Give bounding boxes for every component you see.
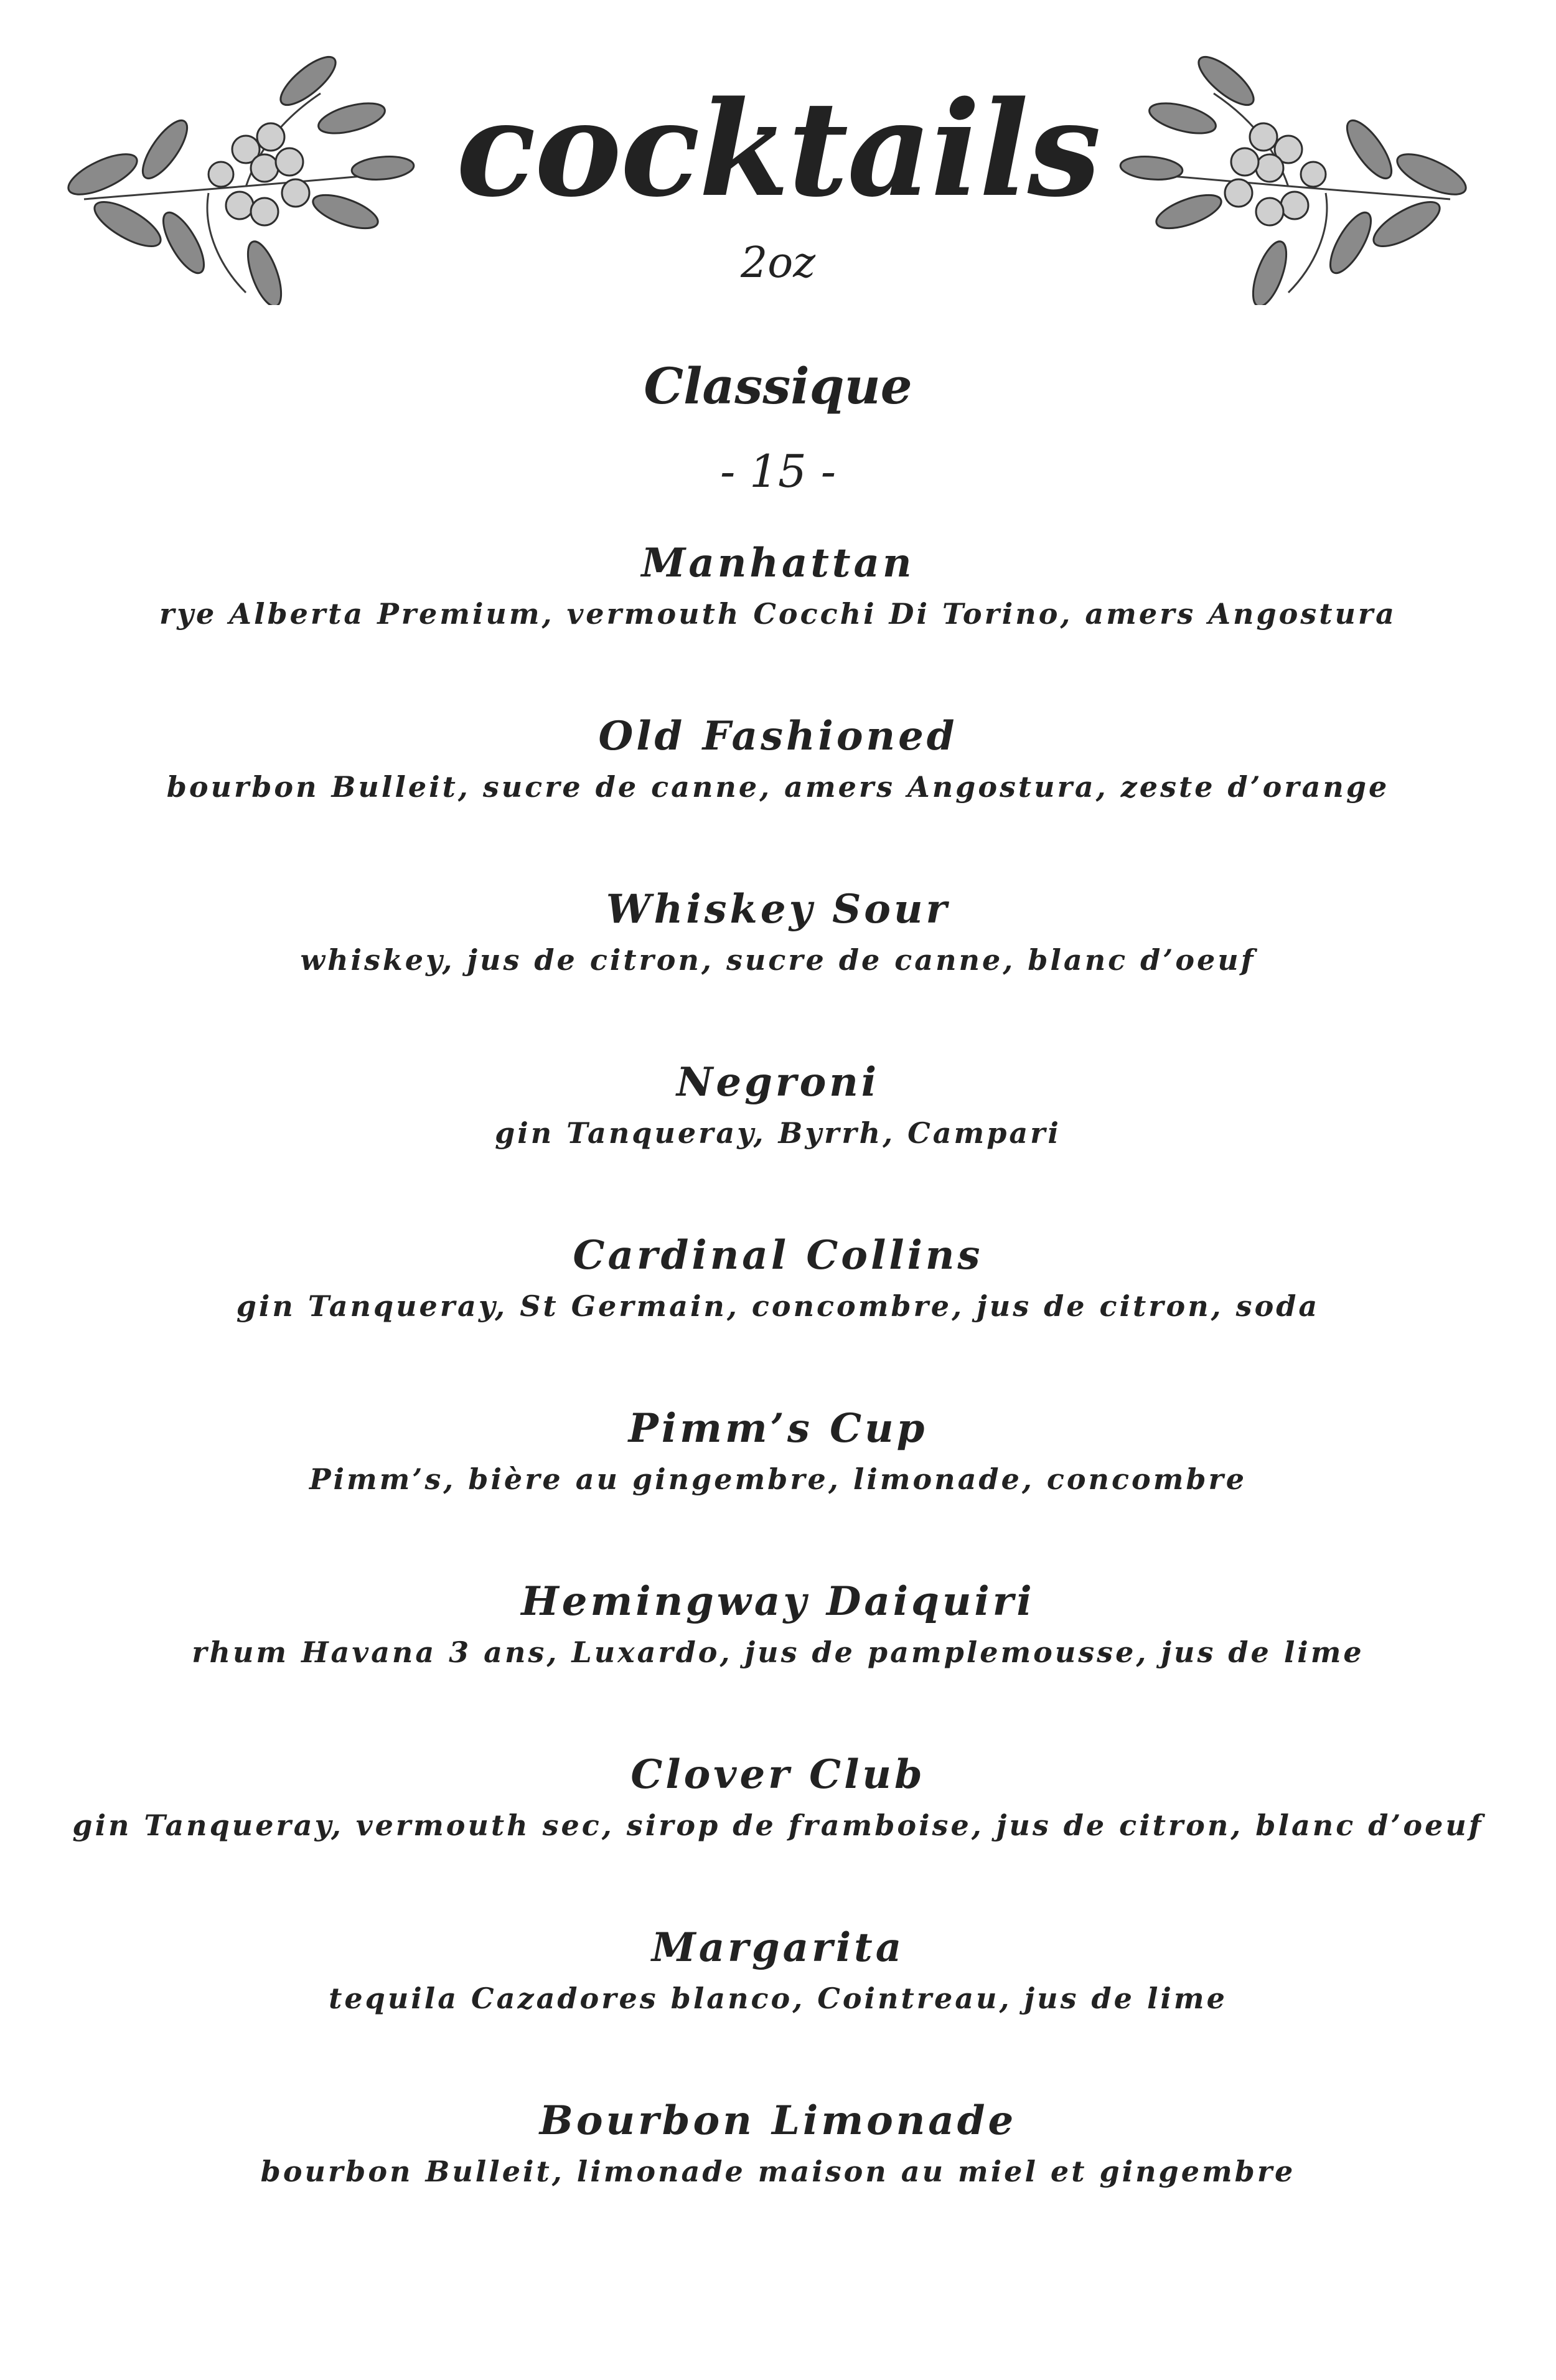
section-title: Classique (644, 357, 912, 415)
list-item (0, 1574, 1556, 1747)
cocktail-list (0, 535, 1556, 2266)
serving-size: 2oz (740, 238, 816, 288)
list-item (0, 1920, 1556, 2093)
list-item (0, 1401, 1556, 1574)
cocktail-description: gin Tanqueray, vermouth sec, sirop de framboise, jus de citron, blanc d’oeuf (72, 1809, 1484, 1842)
list-item (0, 2093, 1556, 2266)
section-price: - 15 - (719, 445, 837, 497)
list-item (0, 1055, 1556, 1228)
list-item (0, 535, 1556, 708)
list-item (0, 1747, 1556, 1920)
cocktail-name: Margarita (651, 1924, 905, 1971)
cocktail-description: rhum Havana 3 ans, Luxardo, jus de pamplemousse, jus de lime (192, 1635, 1364, 1669)
cocktail-name: Cardinal Collins (573, 1232, 983, 1279)
cocktail-description: whiskey, jus de citron, sucre de canne, blanc d’oeuf (300, 943, 1256, 977)
cocktail-name: Manhattan (641, 540, 915, 586)
cocktail-description: gin Tanqueray, St Germain, concombre, jus de citron, soda (236, 1289, 1320, 1323)
cocktail-description: bourbon Bulleit, limonade maison au miel et gingembre (260, 2155, 1296, 2188)
list-item (0, 882, 1556, 1055)
cocktail-name: Whiskey Sour (606, 886, 950, 933)
cocktail-description: rye Alberta Premium, vermouth Cocchi Di Torino, amers Angostura (159, 597, 1397, 631)
cocktail-description: tequila Cazadores blanco, Cointreau, jus de lime (329, 1982, 1227, 2015)
cocktail-name: Negroni (676, 1059, 880, 1106)
menu-title: cocktails (456, 72, 1100, 226)
cocktail-name: Pimm’s Cup (628, 1405, 928, 1452)
cocktail-name: Old Fashioned (598, 713, 958, 760)
cocktail-name: Hemingway Daiquiri (521, 1578, 1035, 1625)
list-item (0, 708, 1556, 882)
cocktail-name: Bourbon Limonade (539, 2097, 1017, 2144)
cocktail-description: gin Tanqueray, Byrrh, Campari (495, 1116, 1061, 1150)
list-item (0, 1228, 1556, 1401)
cocktail-description: Pimm’s, bière au gingembre, limonade, concombre (309, 1462, 1247, 1496)
cocktail-name: Clover Club (630, 1751, 926, 1798)
cocktail-description: bourbon Bulleit, sucre de canne, amers Angostura, zeste d’orange (166, 770, 1390, 804)
